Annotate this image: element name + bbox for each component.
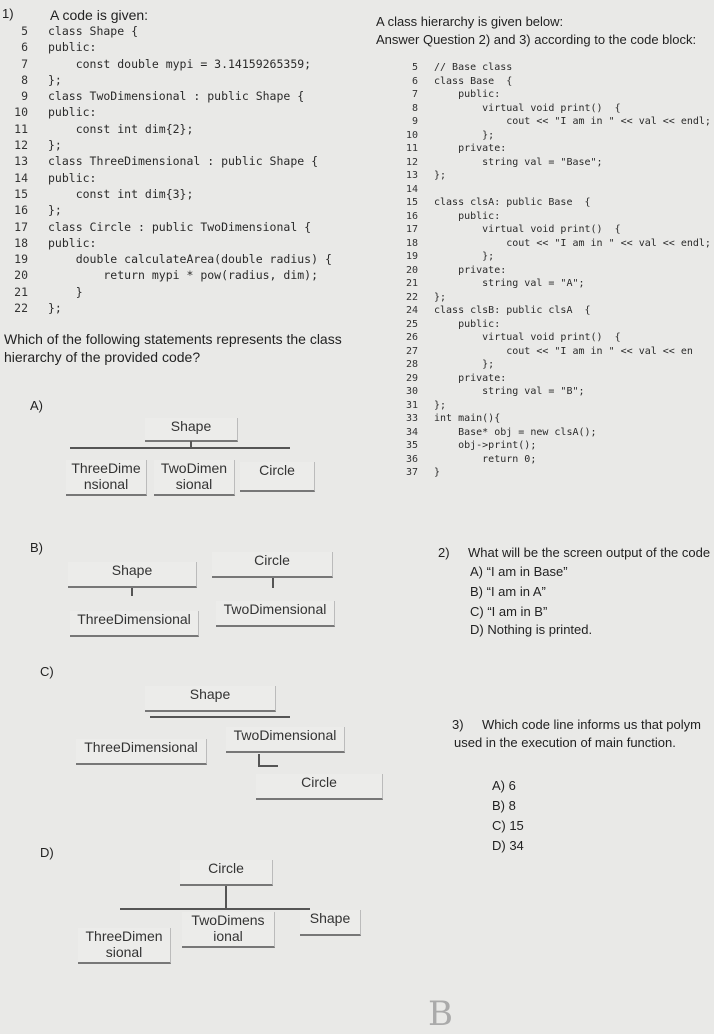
- option-d-shape-box: Shape: [300, 910, 361, 936]
- question-2-text: What will be the screen output of the code: [468, 545, 711, 560]
- option-c-circle-box: Circle: [256, 774, 383, 800]
- left-code-block: class Shape { public: const double mypi = 3.14159265359; }; class TwoDimensional : public Shape { public: const int dim{2}; }; class ThreeDimensional : public Shape { public: const int dim{3}; }; class Circle : public TwoDimensional { public: double calculateArea(double radius) { return mypi * pow(radius, dim); } };: [48, 24, 332, 316]
- question-1-intro: A code is given:: [50, 7, 149, 23]
- option-c-connector-h: [150, 716, 290, 718]
- question-3-number: 3): [452, 717, 464, 732]
- option-a-circle-box: Circle: [240, 462, 315, 492]
- question-3-option-d[interactable]: D) 34: [492, 838, 524, 853]
- option-c-twodim-connector-h: [258, 765, 278, 767]
- option-a-label[interactable]: A): [30, 398, 43, 413]
- option-b-label[interactable]: B): [30, 540, 43, 555]
- question-3-option-a[interactable]: A) 6: [492, 778, 516, 793]
- option-c-threedim-box: ThreeDimensional: [76, 739, 207, 765]
- option-a-shape-box: Shape: [145, 418, 238, 442]
- option-d-circle-box: Circle: [180, 860, 273, 886]
- option-d-connector-v: [225, 886, 227, 910]
- option-b-circle-connector: [272, 578, 274, 588]
- question-2-option-a[interactable]: A) “I am in Base”: [470, 564, 568, 579]
- option-a-threedim-box: ThreeDime nsional: [66, 460, 147, 496]
- right-code-line-numbers: 5 6 7 8 9 10 11 12 13 14 15 16 17 18 19 20 21 22 24 25 26 27 28 29 30 31 33 34 35 36 37: [405, 62, 418, 478]
- option-d-label[interactable]: D): [40, 845, 54, 860]
- question-3-text-2: used in the execution of main function.: [454, 735, 676, 750]
- option-b-twodim-box: TwoDimensional: [216, 601, 335, 627]
- bottom-handwritten-letter: B: [428, 994, 453, 1034]
- option-a-twodim-box: TwoDimen sional: [154, 460, 235, 496]
- right-header-1: A class hierarchy is given below:: [376, 14, 564, 29]
- question-3-option-b[interactable]: B) 8: [492, 798, 516, 813]
- option-c-label[interactable]: C): [40, 664, 54, 679]
- question-3-option-c[interactable]: C) 15: [492, 818, 524, 833]
- option-b-circle-box: Circle: [212, 552, 333, 578]
- question-2-option-d[interactable]: D) Nothing is printed.: [470, 622, 593, 637]
- question-2-option-b[interactable]: B) “I am in A”: [470, 584, 546, 599]
- question-1-text: Which of the following statements represents the class hierarchy of the provided code?: [4, 331, 342, 365]
- option-d-threedim-box: ThreeDimen sional: [78, 928, 171, 964]
- question-2-number: 2): [438, 545, 450, 560]
- question-3-text-1: Which code line informs us that polym: [482, 717, 701, 732]
- left-code-line-numbers: 5 6 7 8 9 10 11 12 13 14 15 16 17 18 19 20 21 22: [14, 24, 28, 316]
- right-header-2: Answer Question 2) and 3) according to the code block:: [376, 32, 697, 47]
- option-a-connector-h: [70, 447, 290, 449]
- option-d-connector-h: [120, 908, 310, 910]
- right-code-block: // Base class class Base { public: virtual void print() { cout << "I am in " << val << endl; }; private: string val = "Base"; }; class clsA: public Base { public: virtual void print() { cout << "I am in " << val << endl; }; private: string val = "A"; }; class clsB: public clsA { public: virtual void print() { cout << "I am in " << val << en }; private: string val = "B"; }; int main(){ Base* obj = new clsA(); obj->print(); return 0; }: [434, 62, 711, 478]
- option-c-twodim-box: TwoDimensional: [226, 727, 345, 753]
- question-2-option-c[interactable]: C) “I am in B”: [470, 604, 548, 619]
- option-c-shape-box: Shape: [145, 686, 276, 712]
- question-1-number: 1): [2, 6, 14, 21]
- option-b-threedim-box: ThreeDimensional: [70, 611, 199, 637]
- option-d-twodim-box: TwoDimens ional: [182, 912, 275, 948]
- option-a-connector-v: [190, 441, 192, 448]
- option-b-shape-box: Shape: [68, 562, 197, 588]
- option-b-shape-connector: [131, 588, 133, 596]
